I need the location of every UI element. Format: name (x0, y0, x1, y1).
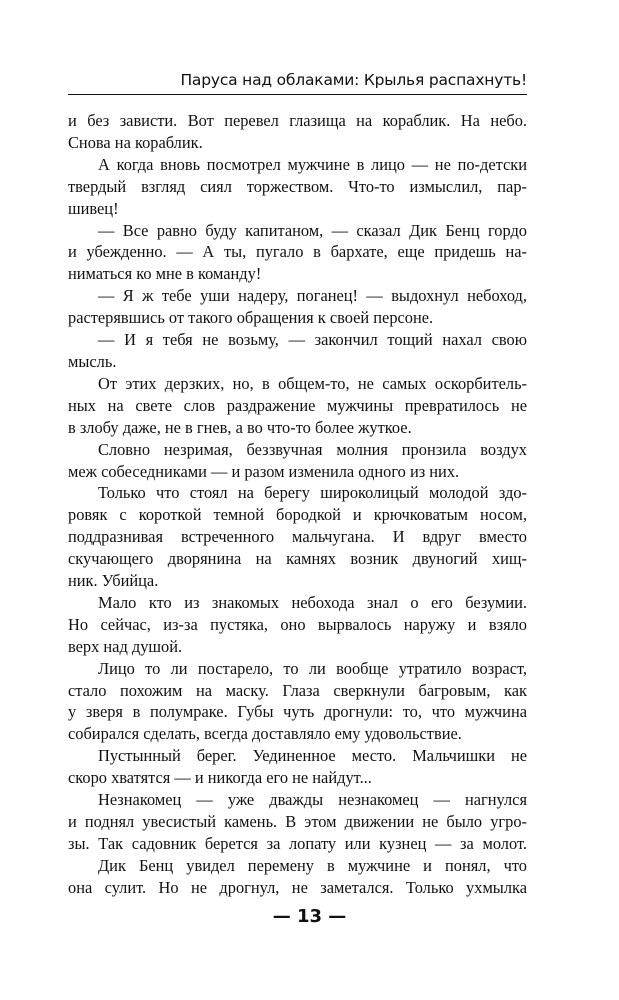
body-text (68, 110, 527, 899)
text-line: Пустынный берег. Уединенное место. Мальчишки не (98, 746, 527, 766)
text-line: стало похожим на маску. Глаза сверкнули багровым, как (68, 680, 527, 700)
text-line: поддразнивая встреченного мальчугана. И вдруг вместо (68, 527, 527, 547)
text-line: у зверя в полумраке. Губы чуть дрогнули: то, что мужчина (68, 702, 527, 722)
text-line: шивец! (68, 198, 119, 218)
text-line: Лицо то ли постарело, то ли вообще утратило возраст, (98, 658, 527, 678)
text-line: и убежденно. — А ты, пугало в бархате, еще придешь на- (68, 242, 527, 262)
text-line: Дик Бенц увидел перемену в мужчине и понял, что (98, 855, 527, 875)
text-line: Мало кто из знакомых небохода знал о его безумии. (98, 592, 527, 612)
text-line: мысль. (68, 351, 117, 371)
text-line: Но сейчас, из-за пустяка, оно вырвалось наружу и взяло (68, 614, 527, 634)
text-line: скучающего дворянина на камнях возник двуногий хищ- (68, 549, 527, 569)
text-line: зы. Так садовник берется за лопату или кузнец — за молот. (68, 833, 527, 853)
text-line: ровяк с короткой темной бородкой и крючковатым носом, (68, 505, 527, 525)
text-line: скоро хватятся — и никогда его не найдут... (68, 768, 372, 788)
text-line: — Все равно буду капитаном, — сказал Дик Бенц гордо (98, 220, 527, 240)
text-line: ник. Убийца. (68, 571, 159, 591)
text-line: верх над душой. (68, 636, 183, 656)
text-line: твердый взгляд сиял торжеством. Что-то измыслил, пар- (68, 176, 527, 196)
text-line: она сулит. Но не дрогнул, не заметался. Только ухмылка (68, 877, 527, 897)
text-line: — И я тебя не возьму, — закончил тощий нахал свою (98, 330, 527, 350)
text-line: и поднял увесистый камень. В этом движении не было угро- (68, 812, 527, 831)
text-line: и без зависти. Вот перевел глазища на кораблик. На небо. (68, 111, 527, 130)
text-line: Незнакомец — уже дважды незнакомец — нагнулся (98, 790, 527, 810)
text-line: собирался сделать, всегда доставляло ему удовольствие. (68, 724, 462, 744)
text-line: в злобу даже, не в гнев, а во что-то более жуткое. (68, 417, 412, 437)
text-line: Словно незримая, беззвучная молния пронзила воздух (98, 439, 527, 459)
text-line: меж собеседниками — и разом изменила одного из них. (68, 461, 460, 481)
running-title: Паруса над облаками: Крылья распахнуть! (180, 71, 527, 89)
text-line: — Я ж тебе уши надеру, поганец! — выдохнул небоход, (98, 286, 527, 306)
page-number: — 13 — (272, 906, 347, 927)
header-rule (68, 94, 527, 95)
text-line: ных на свете слов раздражение мужчины превратилось не (68, 395, 527, 415)
text-line: А когда вновь посмотрел мужчине в лицо — не по-детски (98, 154, 527, 174)
text-line: растерявшись от такого обращения к своей персоне. (68, 308, 434, 328)
text-line: ниматься ко мне в команду! (68, 264, 262, 284)
text-line: От этих дерзких, но, в общем-то, не самых оскорбитель- (98, 373, 527, 393)
text-line: Снова на кораблик. (68, 132, 203, 152)
text-line: Только что стоял на берегу широколицый молодой здо- (98, 483, 527, 503)
